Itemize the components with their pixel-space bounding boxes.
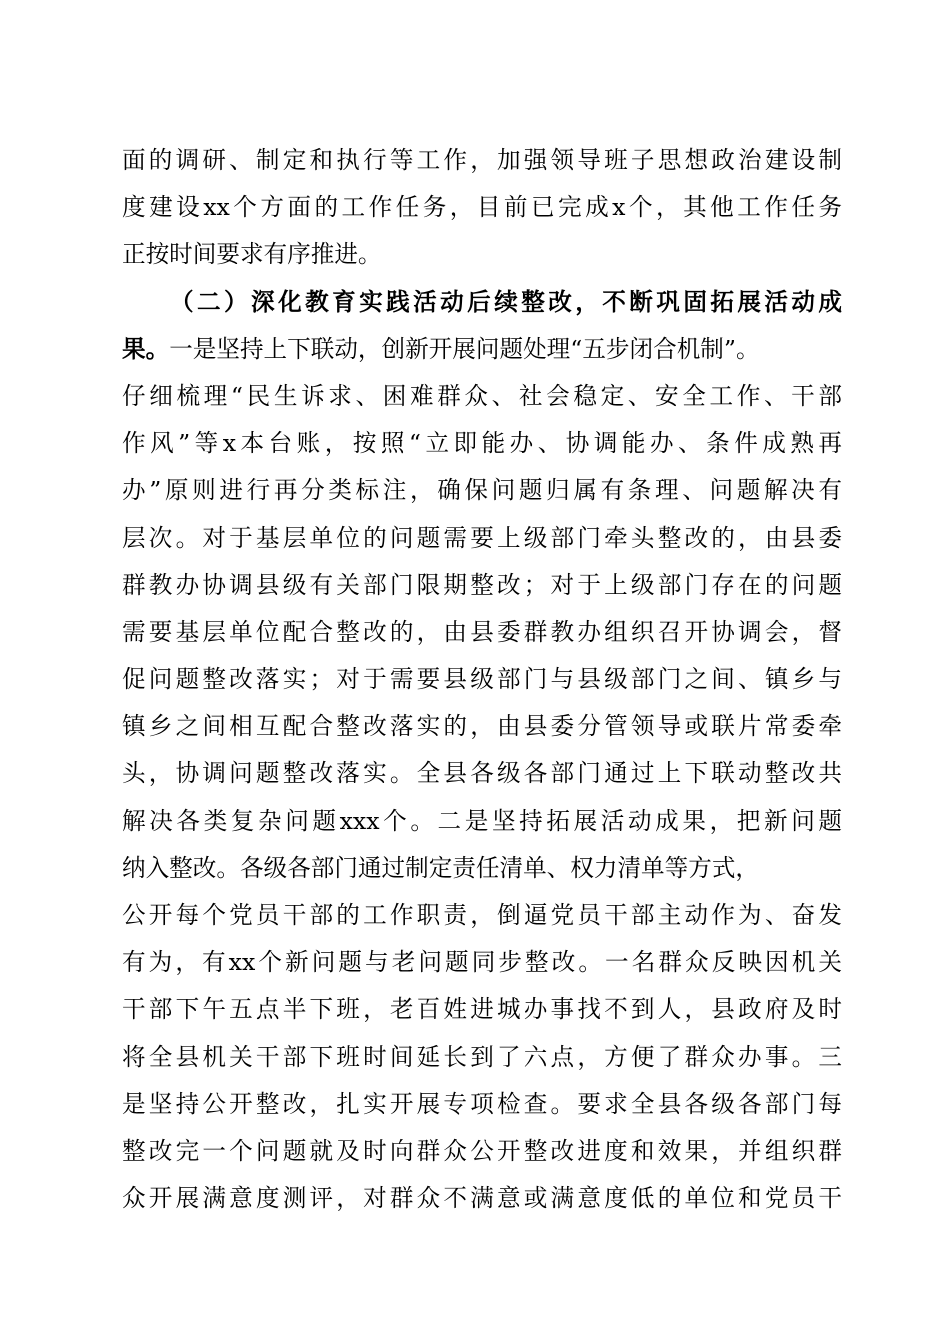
text-line: 促问题整改落实；对于需要县级部门与县级部门之间、镇乡与: [122, 665, 842, 694]
text-segment: 一是坚持上下联动，创新开展问题处理“五步闭合机制”。: [169, 334, 760, 363]
text-line: 众开展满意度测评，对群众不满意或满意度低的单位和党员干: [122, 1184, 842, 1213]
text-line: 仔细梳理“民生诉求、困难群众、社会稳定、安全工作、干部: [122, 381, 842, 410]
text-line: 将全县机关干部下班时间延长到了六点，方便了群众办事。三: [122, 1042, 842, 1071]
text-line: 整改完一个问题就及时向群众公开整改进度和效果，并组织群: [122, 1136, 842, 1165]
text-line: 有为，有xx个新问题与老问题同步整改。一名群众反映因机关: [122, 948, 842, 977]
text-line-mixed: [122, 326, 842, 373]
section-heading: （二）深化教育实践活动后续整改，不断巩固拓展活动成: [170, 287, 842, 316]
text-line: 层次。对于基层单位的问题需要上级部门牵头整改的，由县委: [122, 523, 842, 552]
text-line: 办”原则进行再分类标注，确保问题归属有条理、问题解决有: [122, 476, 842, 505]
text-line: 头，协调问题整改落实。全县各级各部门通过上下联动整改共: [122, 759, 842, 788]
text-line: 公开每个党员干部的工作职责，倒逼党员干部主动作为、奋发: [122, 901, 842, 929]
text-line: 镇乡之间相互配合整改落实的，由县委分管领导或联片常委牵: [122, 712, 842, 741]
text-line: 是坚持公开整改，扎实开展专项检查。要求全县各级各部门每: [122, 1089, 842, 1118]
text-line: 群教办协调县级有关部门限期整改；对于上级部门存在的问题: [122, 570, 842, 599]
text-line: 干部下午五点半下班，老百姓进城办事找不到人，县政府及时: [122, 995, 842, 1024]
section-heading-end: 果。: [122, 334, 170, 363]
text-line: 面的调研、制定和执行等工作，加强领导班子思想政治建设制: [122, 146, 842, 174]
text-line: 作风”等x本台账，按照“立即能办、协调能办、条件成熟再: [122, 429, 842, 458]
text-line: 解决各类复杂问题xxx个。二是坚持拓展活动成果，把新问题: [122, 806, 842, 835]
text-line: 度建设xx个方面的工作任务，目前已完成x个，其他工作任务: [122, 193, 842, 222]
text-line: 正按时间要求有序推进。: [122, 240, 382, 269]
body-text: [122, 137, 842, 1222]
text-line: 纳入整改。各级各部门通过制定责任清单、权力清单等方式，: [122, 853, 760, 882]
text-line: 需要基层单位配合整改的，由县委群教办组织召开协调会，督: [122, 617, 842, 646]
